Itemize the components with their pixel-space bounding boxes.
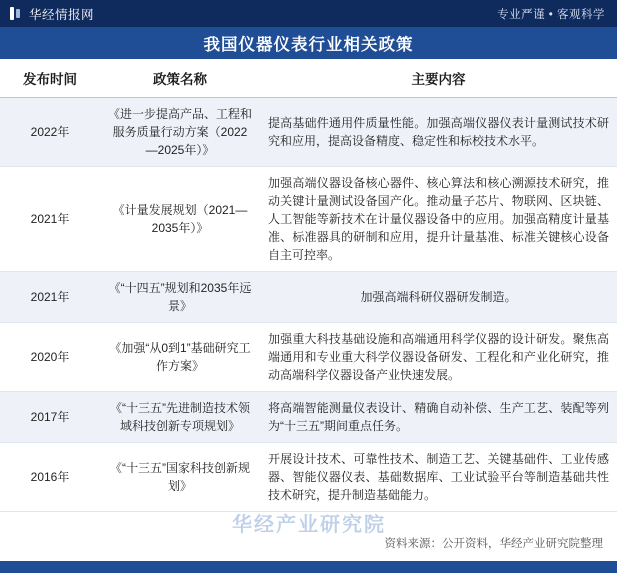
cell-name: 《“十四五”规划和2035年远景》 [100, 272, 260, 323]
policy-table [0, 59, 617, 512]
cell-name: 《“十三五”先进制造技术领域科技创新专项规划》 [100, 392, 260, 443]
policy-table-wrap [0, 59, 617, 512]
table-row [0, 323, 617, 392]
cell-time: 2016年 [0, 443, 100, 512]
column-header-time: 发布时间 [0, 59, 100, 98]
bars-logo-icon [10, 7, 23, 20]
table-header-row [0, 59, 617, 98]
cell-time: 2021年 [0, 167, 100, 272]
cell-name: 《进一步提高产品、工程和服务质量行动方案（2022—2025年）》 [100, 98, 260, 167]
cell-name: 《计量发展规划（2021—2035年）》 [100, 167, 260, 272]
table-row [0, 443, 617, 512]
table-row [0, 167, 617, 272]
policy-table-body [0, 98, 617, 512]
watermark: 华经产业研究院 [232, 514, 386, 536]
cell-content: 将高端智能测量仪表设计、精确自动补偿、生产工艺、装配等列为“十三五”期间重点任务。 [260, 392, 617, 443]
brand-slogan: 专业严谨 • 客观科学 [497, 8, 605, 21]
cell-name: 《加强“从0到1”基础研究工作方案》 [100, 323, 260, 392]
column-header-name: 政策名称 [100, 59, 260, 98]
cell-content: 开展设计技术、可靠性技术、制造工艺、关键基础件、工业传感器、智能仪器仪表、基础数据库、工业试验平台等制造基础共性技术研究，提升制造基础能力。 [260, 443, 617, 512]
cell-content: 加强高端仪器设备核心器件、核心算法和核心溯源技术研究，推动关键计量测试设备国产化。推动量子芯片、物联网、区块链、人工智能等新技术在计量仪器设备中的应用。加强高精度计量基准、标准器具的研制和应用，提升计量基准、标准关键核心设备自主可控率。 [260, 167, 617, 272]
table-row [0, 98, 617, 167]
site-brand [10, 5, 94, 23]
page-title [0, 27, 617, 59]
bottom-bar [0, 561, 617, 573]
top-bar [0, 0, 617, 27]
cell-time: 2017年 [0, 392, 100, 443]
column-header-content: 主要内容 [260, 59, 617, 98]
cell-content: 加强重大科技基础设施和高端通用科学仪器的设计研发。聚焦高端通用和专业重大科学仪器设备研发、工程化和产业化研究，推动高端科学仪器设备产业快速发展。 [260, 323, 617, 392]
cell-time: 2020年 [0, 323, 100, 392]
cell-time: 2022年 [0, 98, 100, 167]
table-row [0, 272, 617, 323]
source-note: 资料来源：公开资料，华经产业研究院整理 [384, 538, 603, 550]
cell-content: 提高基础件通用件质量性能。加强高端仪器仪表计量测试技术研究和应用，提高设备精度、稳定性和标校技术水平。 [260, 98, 617, 167]
table-row [0, 392, 617, 443]
cell-content: 加强高端科研仪器研发制造。 [260, 272, 617, 323]
cell-name: 《“十三五”国家科技创新规划》 [100, 443, 260, 512]
brand-name: 华经情报网 [29, 7, 95, 22]
cell-time: 2021年 [0, 272, 100, 323]
page-title-text: 我国仪器仪表行业相关政策 [203, 36, 414, 54]
